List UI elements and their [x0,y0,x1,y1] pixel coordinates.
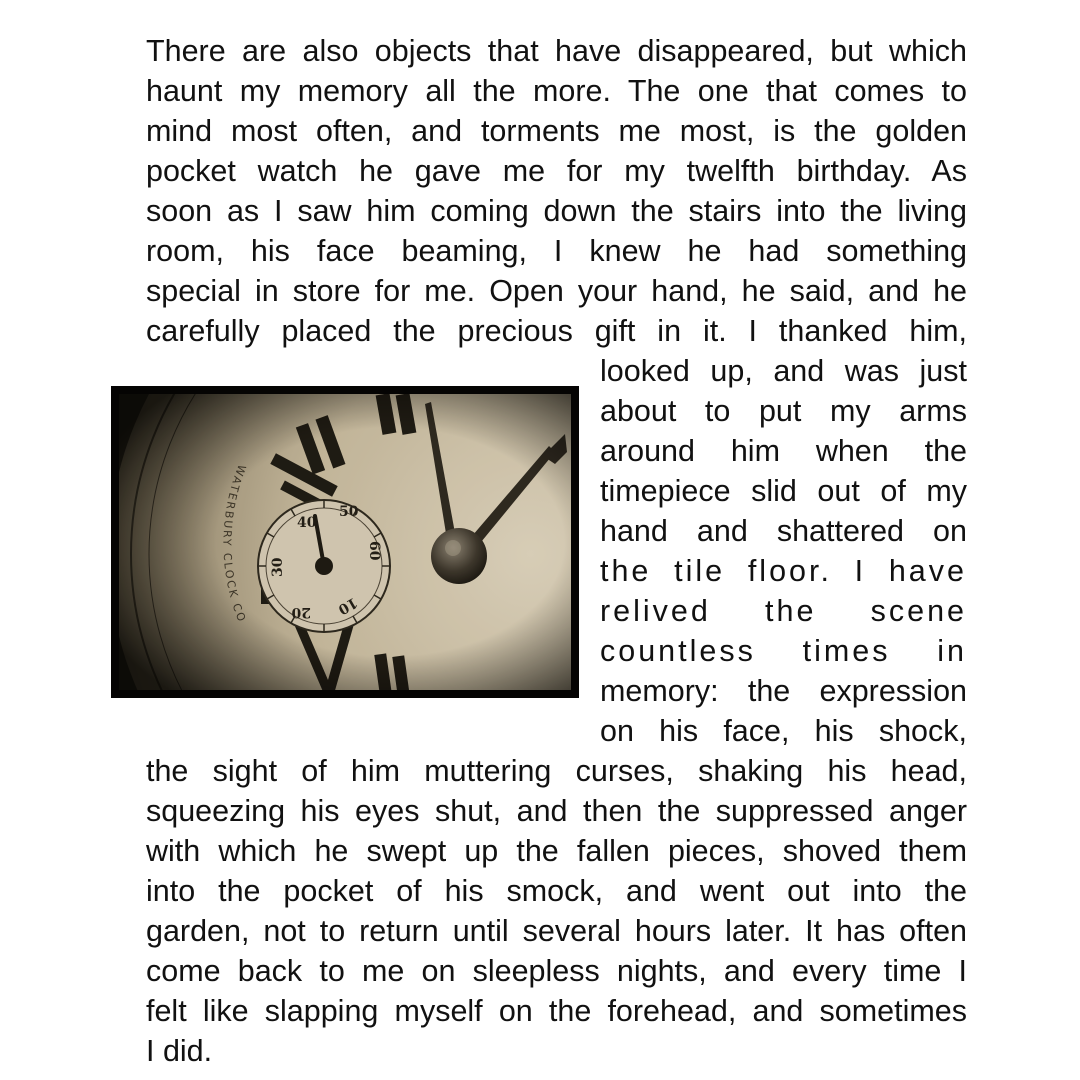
text-line: room, his face beaming, I knew he had something [146,234,967,268]
text-line: felt like slapping myself on the forehead, and sometimes [146,994,967,1028]
text-line: countless times in [600,634,967,668]
text-line: around him when the [600,434,967,468]
text-line: There are also objects that have disappeared, but which [146,34,967,68]
pocket-watch-photo [111,386,579,698]
text-line: about to put my arms [600,394,967,428]
text-line: hand and shattered on [600,514,967,548]
text-line: the tile floor. I have [600,554,967,588]
text-line: the sight of him muttering curses, shaking his head, [146,754,967,788]
text-line: timepiece slid out of my [600,474,967,508]
text-line: looked up, and was just [600,354,967,388]
text-line: come back to me on sleepless nights, and every time I [146,954,967,988]
text-line: mind most often, and torments me most, is the golden [146,114,967,148]
text-line: memory: the expression [600,674,967,708]
text-line: with which he swept up the fallen pieces, shoved them [146,834,967,868]
pocket-watch-photo-icon [119,394,571,690]
text-line: on his face, his shock, [600,714,967,748]
text-line: pocket watch he gave me for my twelfth birthday. As [146,154,967,188]
text-line: soon as I saw him coming down the stairs into the living [146,194,967,228]
text-line: into the pocket of his smock, and went out into the [146,874,967,908]
text-line: squeezing his eyes shut, and then the suppressed anger [146,794,967,828]
text-line: relived the scene [600,594,967,628]
text-line: I did. [146,1034,213,1068]
text-line: special in store for me. Open your hand, he said, and he [146,274,967,308]
text-line: haunt my memory all the more. The one that comes to [146,74,967,108]
text-line: carefully placed the precious gift in it. I thanked him, [146,314,967,348]
text-line: garden, not to return until several hours later. It has often [146,914,967,948]
